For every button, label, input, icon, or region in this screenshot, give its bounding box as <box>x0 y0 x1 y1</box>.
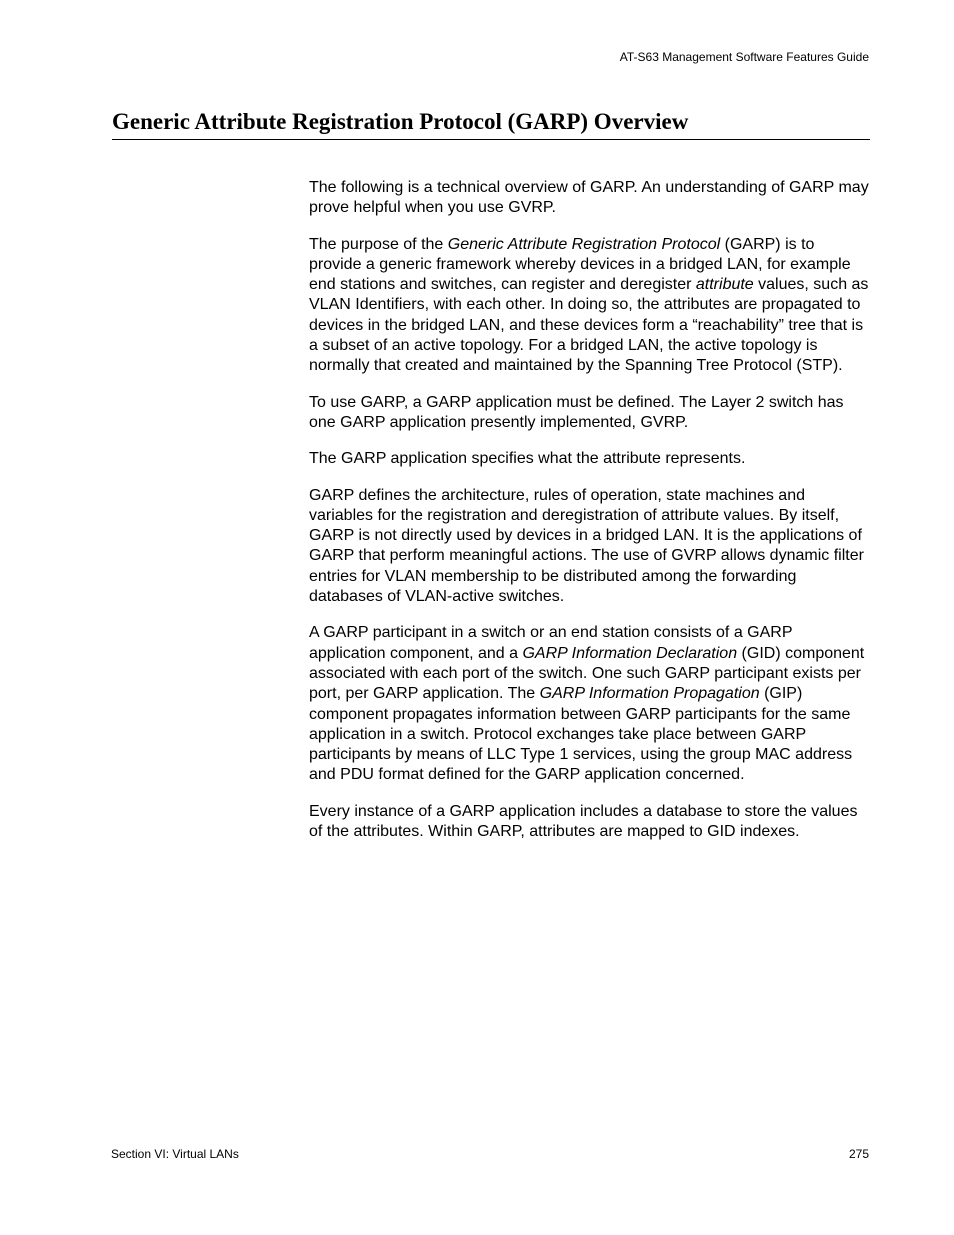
paragraph-intro: The following is a technical overview of GARP. An understanding of GARP may prove helpful when you use GVRP. <box>309 179 869 217</box>
paragraph-application: The GARP application specifies what the attribute represents. <box>309 450 746 468</box>
running-header: AT-S63 Management Software Features Guide <box>619 50 869 64</box>
footer-section-label: Section VI: Virtual LANs <box>111 1147 239 1161</box>
text-run: The purpose of the <box>309 235 448 253</box>
footer-page-number: 275 <box>848 1147 869 1161</box>
text-run: (GID) component associated with each port of the switch. One such GARP participant exists per port, per GARP application. The <box>309 644 865 703</box>
paragraph-participant <box>309 623 871 785</box>
text-run: (GARP) is to provide a generic framework whereby devices in a bridged LAN, for example end stations and switches, can register and deregister <box>309 235 851 294</box>
section-title: Generic Attribute Registration Protocol (GARP) Overview <box>112 109 870 140</box>
text-run: (GIP) component propagates information between GARP participants for the same application in a switch. Protocol exchanges take place between GARP participants by means of LLC Type 1 services, using the group MAC address and PDU format defined for the GARP application concerned. <box>309 685 853 784</box>
paragraph-database: Every instance of a GARP application includes a database to store the values of the attributes. Within GARP, attributes are mapped to GID indexes. <box>309 802 858 841</box>
paragraph-usage: To use GARP, a GARP application must be defined. The Layer 2 switch has one GARP application presently implemented, GVRP. <box>309 393 844 431</box>
paragraph-purpose <box>309 235 871 377</box>
text-run: values, such as VLAN Identifiers, with each other. In doing so, the attributes are propagated to devices in the bridged LAN, and these devices form a “reachability” tree that is a subset of an active topology. For a bridged LAN, the active topology is normally that created and maintained by the Spanning Tree Protocol (STP). <box>309 276 869 375</box>
term-attribute: attribute <box>695 276 754 294</box>
term-gid: GARP Information Declaration <box>522 644 738 662</box>
text-run: A GARP participant in a switch or an end station consists of a GARP application component, and a <box>309 624 793 662</box>
term-gip: GARP Information Propagation <box>539 685 760 703</box>
body-text <box>309 178 871 858</box>
term-garp: Generic Attribute Registration Protocol <box>447 235 721 253</box>
paragraph-architecture: GARP defines the architecture, rules of operation, state machines and variables for the registration and deregistration of attribute values. By itself, GARP is not directly used by devices in a bridged LAN. It is the applications of GARP that perform meaningful actions. The use of GVRP allows dynamic filter entries for VLAN membership to be distributed among the forwarding databases of VLAN-active switches. <box>309 486 864 606</box>
